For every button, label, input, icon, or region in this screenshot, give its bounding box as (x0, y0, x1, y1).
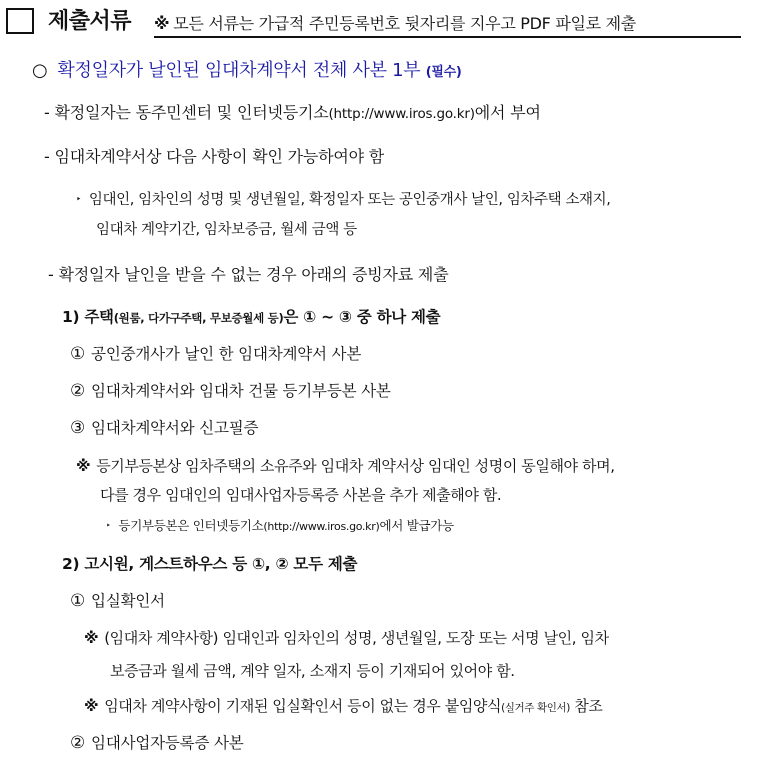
note-mark: ※ (76, 457, 91, 475)
circle-bullet-icon: ○ (32, 60, 48, 81)
circled-item-4 (70, 589, 165, 611)
triangle-bullet-icon: ‣ (106, 521, 111, 530)
note-text-post: 참조 (569, 697, 603, 715)
iros-url: (http://www.iros.go.kr) (263, 520, 380, 533)
sub-text: 등기부등본은 인터넷등기소 (118, 518, 264, 533)
triangle-item-details (76, 188, 611, 209)
circled-number: ① (70, 344, 86, 364)
note-owner-match-line2: 다를 경우 임대인의 임대사업자등록증 사본을 추가 제출해야 함. (100, 486, 502, 504)
note-owner-match (76, 455, 615, 476)
note-text: 모든 서류는 가급적 주민등록번호 뒷자리를 지우고 PDF 파일로 제출 (173, 14, 636, 33)
note-line1: (임대차 계약사항) 임대인과 임차인의 성명, 생년월일, 도장 또는 서명 날인, 임차 (104, 629, 609, 647)
dash-item-fixed-date (44, 100, 541, 123)
iros-url: (http://www.iros.go.kr) (328, 106, 475, 122)
circled-item-1 (70, 342, 361, 364)
required-badge: (필수) (425, 65, 462, 80)
note-line1: 등기부등본상 임차주택의 소유주와 임대차 계약서상 임대인 성명이 동일해야 하며, (96, 457, 615, 475)
triangle-bullet-icon: ‣ (76, 195, 81, 205)
note-mark: ※ (154, 14, 170, 33)
dash-text-post: 에서 부여 (474, 103, 541, 122)
circled-number: ② (70, 381, 86, 401)
header-underline (154, 36, 741, 38)
header-checkbox (6, 8, 34, 34)
dash-mark: - (44, 103, 50, 122)
circled-number: ③ (70, 418, 86, 438)
note-mark: ※ (84, 697, 99, 715)
num-rest: 은 ① ~ ③ 중 하나 제출 (283, 308, 441, 326)
details-line2: 임대차 계약기간, 임차보증금, 월세 금액 등 (96, 222, 357, 238)
header-note (154, 11, 636, 34)
item-contract-title: 확정일자가 날인된 임대차계약서 전체 사본 1부 (57, 60, 421, 81)
circled-text: 임대차계약서와 신고필증 (91, 419, 259, 437)
note-residence-form (84, 695, 602, 716)
circled-text: 임대사업자등록증 사본 (91, 734, 244, 752)
circled-text: 임대차계약서와 임대차 건물 등기부등본 사본 (91, 382, 391, 400)
circled-number: ② (70, 733, 86, 753)
note-paren: (실거주 확인서) (501, 702, 570, 714)
numbered-item-goshiwon: 2) 고시원, 게스트하우스 등 ①, ② 모두 제출 (62, 555, 358, 573)
section-title: 제출서류 (48, 9, 132, 34)
num-paren: (원룸, 다가구주택, 무보증월세 등) (113, 311, 284, 325)
note-mark: ※ (84, 629, 99, 647)
numbered-item-housing (62, 305, 440, 327)
num-label: 1) 주택 (62, 308, 114, 326)
circled-number: ① (70, 591, 86, 611)
circled-text: 공인중개사가 날인 한 임대차계약서 사본 (91, 345, 362, 363)
dash-mark: - (48, 265, 54, 284)
circled-item-3 (70, 416, 258, 438)
details-line1: 임대인, 임차인의 성명 및 생년월일, 확정일자 또는 공인중개사 날인, 임차주택 소재지, (88, 192, 611, 208)
circled-text: 입실확인서 (91, 592, 165, 610)
dash-item-requirements (44, 144, 384, 167)
sub-text-post: 에서 발급가능 (379, 518, 454, 533)
note-text: 임대차 계약사항이 기재된 입실확인서 등이 없는 경우 붙임양식 (104, 697, 502, 715)
dash-item-alternative (48, 262, 448, 285)
dash-text: 확정일자는 동주민센터 및 인터넷등기소 (54, 103, 329, 122)
note-contract-terms (84, 627, 609, 648)
item-contract (32, 56, 462, 82)
sub-item-registry (106, 516, 454, 534)
note-contract-terms-line2: 보증금과 월세 금액, 계약 일자, 소재지 등이 기재되어 있어야 함. (110, 662, 515, 680)
dash-mark: - (44, 147, 50, 166)
dash-text: 임대차계약서상 다음 사항이 확인 가능하여야 함 (54, 147, 385, 166)
circled-item-2 (70, 379, 391, 401)
dash-text: 확정일자 날인을 받을 수 없는 경우 아래의 증빙자료 제출 (58, 265, 449, 284)
circled-item-5 (70, 731, 244, 753)
